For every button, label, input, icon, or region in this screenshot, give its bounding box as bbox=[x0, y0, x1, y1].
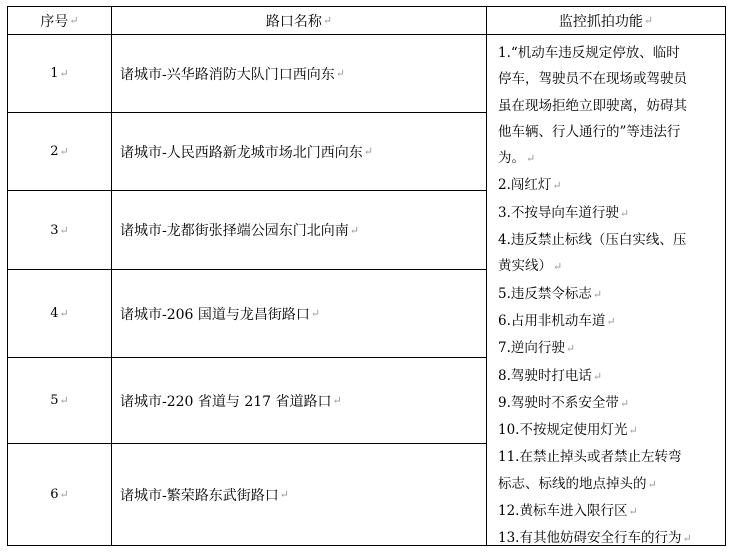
monitoring-functions-list bbox=[492, 40, 725, 553]
row-intersection-name: 诸城市-人民西路新龙城市场北门西向东 ↵ bbox=[120, 144, 373, 161]
monitoring-table bbox=[7, 6, 726, 546]
function-line: 4.违反禁止标线（压白实线、压 bbox=[498, 232, 687, 249]
header-monitoring-functions: 监控抓拍功能 ↵ bbox=[558, 13, 654, 30]
row-index: 4 ↵ bbox=[50, 306, 69, 321]
function-line: 11.在禁止掉头或者禁止左转弯 bbox=[498, 449, 682, 466]
row-intersection-name: 诸城市-繁荣路东武街路口 ↵ bbox=[120, 487, 289, 504]
row-index: 5 ↵ bbox=[50, 393, 69, 408]
function-line: 6.占用非机动车道↵ bbox=[498, 312, 616, 329]
row-index: 2 ↵ bbox=[50, 144, 69, 159]
function-line: 9.驾驶时不系安全带↵ bbox=[498, 394, 630, 411]
function-line: 7.逆向行驶↵ bbox=[498, 340, 576, 357]
table-border-right bbox=[725, 6, 726, 546]
function-line: 10.不按规定使用灯光↵ bbox=[498, 422, 638, 439]
row-intersection-name: 诸城市-220 省道与 217 省道路口 ↵ bbox=[120, 393, 342, 410]
function-line: 标志、标线的地点掉头的↵ bbox=[498, 475, 657, 492]
function-line: 为。↵ bbox=[498, 150, 536, 167]
row-index: 6 ↵ bbox=[50, 487, 69, 502]
function-line: 1.“机动车违反规定停放、临时 bbox=[498, 45, 680, 61]
function-line: 他车辆、行人通行的”等违法行 bbox=[498, 123, 681, 140]
function-line: 3.不按导向车道行驶↵ bbox=[498, 204, 630, 221]
function-line: 黄实线）↵ bbox=[498, 258, 563, 275]
function-line: 5.违反禁令标志↵ bbox=[498, 285, 603, 302]
row-index: 3 ↵ bbox=[50, 222, 69, 238]
function-line: 12.黄标车进入限行区↵ bbox=[498, 503, 638, 520]
function-line: 虽在现场拒绝立即驶离，妨碍其 bbox=[498, 97, 687, 114]
row-intersection-name: 诸城市-206 国道与龙昌街路口 ↵ bbox=[120, 306, 321, 323]
row-intersection-name: 诸城市-兴华路消防大队门口西向东 ↵ bbox=[120, 66, 345, 83]
function-line: 13.有其他妨碍安全行车的行为↵ bbox=[498, 530, 692, 547]
function-line: 8.驾驶时打电话↵ bbox=[498, 367, 603, 384]
column-divider bbox=[486, 6, 487, 546]
function-line: 2.闯红灯↵ bbox=[498, 177, 562, 194]
row-intersection-name: 诸城市-龙都街张择端公园东门北向南 ↵ bbox=[120, 223, 359, 239]
header-intersection-name: 路口名称 ↵ bbox=[265, 13, 333, 30]
function-line: 停车，驾驶员不在现场或驾驶员 bbox=[498, 71, 687, 88]
header-index: 序号 ↵ bbox=[40, 13, 79, 30]
row-index: 1 ↵ bbox=[50, 66, 69, 81]
